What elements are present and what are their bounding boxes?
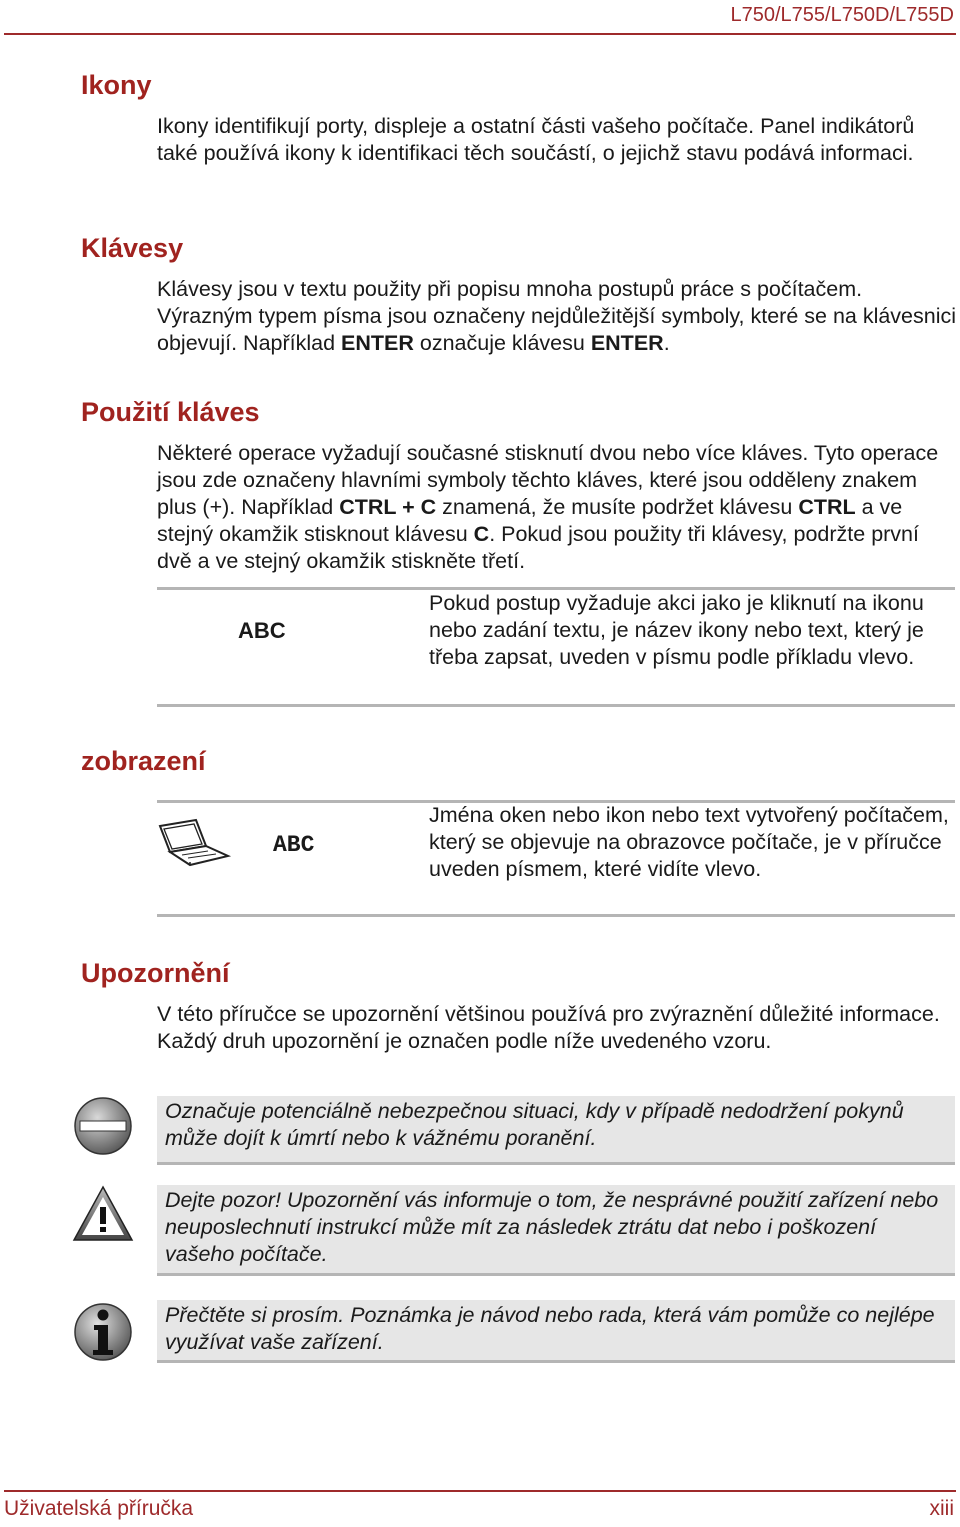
pouziti-text: Některé operace vyžadují současné stisknutí dvou nebo více kláves. Tyto operace jsou zde označeny hlavními symboly těchto kláves, které jsou odděleny znakem plus (+). Například CTRL + C znamená, že musíte podržet klávesu CTRL a ve stejný okamžik stisknout klávesu C. Pokud jsou použity tři klávesy, podržte první dvě a ve stejný okamžik stiskněte třetí. bbox=[157, 441, 939, 573]
section-title-klavesy: Klávesy bbox=[81, 233, 184, 263]
footer-title: Uživatelská příručka bbox=[4, 1497, 194, 1520]
note-danger bbox=[157, 1096, 955, 1165]
key-enter-2: ENTER bbox=[590, 331, 664, 355]
page-number: xiii bbox=[929, 1497, 954, 1520]
example-label-bold: ABC bbox=[238, 618, 286, 643]
laptop-icon bbox=[156, 818, 232, 868]
display-rule-bottom bbox=[157, 914, 955, 917]
example-description: Pokud postup vyžaduje akci jako je kliknutí na ikonu nebo zadání textu, je název ikony nebo text, který je třeba zapsat, uveden v písmu podle příkladu vlevo. bbox=[429, 591, 924, 669]
header-rule bbox=[4, 33, 956, 35]
note-warning bbox=[157, 1185, 955, 1276]
danger-icon bbox=[73, 1096, 133, 1156]
ikony-text: Ikony identifikují porty, displeje a ostatní části vašeho počítače. Panel indikátorů také používá ikony k identifikaci těch součástí, o jejichž stavu podává informaci. bbox=[157, 114, 915, 165]
key-ctrl-c: CTRL + C bbox=[339, 495, 437, 519]
key-c: C bbox=[473, 522, 490, 546]
header-model: L750/L755/L750D/L755D bbox=[730, 4, 954, 26]
section-title-ikony: Ikony bbox=[81, 70, 152, 100]
section-title-zobrazeni: zobrazení bbox=[81, 746, 206, 776]
example-label-mono: ABC bbox=[273, 832, 315, 858]
section-title-pouziti: Použití kláves bbox=[81, 397, 260, 427]
info-icon bbox=[73, 1300, 133, 1362]
note-warning-text: Dejte pozor! Upozornění vás informuje o tom, že nesprávné použití zařízení nebo neuposlechnutí instrukcí může mít za následek ztrátu dat nebo i poškození vašeho počítače. bbox=[165, 1188, 939, 1266]
display-description: Jména oken nebo ikon nebo text vytvořený počítačem, který se objevuje na obrazovce počítače, je v příručce uveden písmem, které vidíte vlevo. bbox=[429, 803, 949, 881]
key-enter-1: ENTER bbox=[341, 331, 414, 355]
footer-rule bbox=[4, 1490, 956, 1492]
section-title-upozorneni: Upozornění bbox=[81, 958, 230, 988]
note-info bbox=[157, 1300, 955, 1363]
table-rule-bottom bbox=[157, 704, 955, 707]
upozorneni-text: V této příručce se upozornění většinou používá pro zvýraznění důležité informace. Každý druh upozornění je označen podle níže uvedeného vzoru. bbox=[157, 1002, 940, 1053]
note-info-text: Přečtěte si prosím. Poznámka je návod nebo rada, která vám pomůže co nejlépe využívat vaše zařízení. bbox=[165, 1303, 935, 1354]
key-ctrl: CTRL bbox=[798, 495, 856, 519]
note-danger-text: Označuje potenciálně nebezpečnou situaci, kdy v případě nedodržení pokynů může dojít k úmrtí nebo k vážnému poranění. bbox=[165, 1099, 904, 1150]
klavesy-text: Klávesy jsou v textu použity při popisu mnoha postupů práce s počítačem. Výrazným typem písma jsou označeny nejdůležitější symboly, které se na klávesnici objevují. Například ENTER označuje klávesu ENTER. bbox=[157, 277, 957, 355]
warning-icon bbox=[72, 1185, 134, 1243]
